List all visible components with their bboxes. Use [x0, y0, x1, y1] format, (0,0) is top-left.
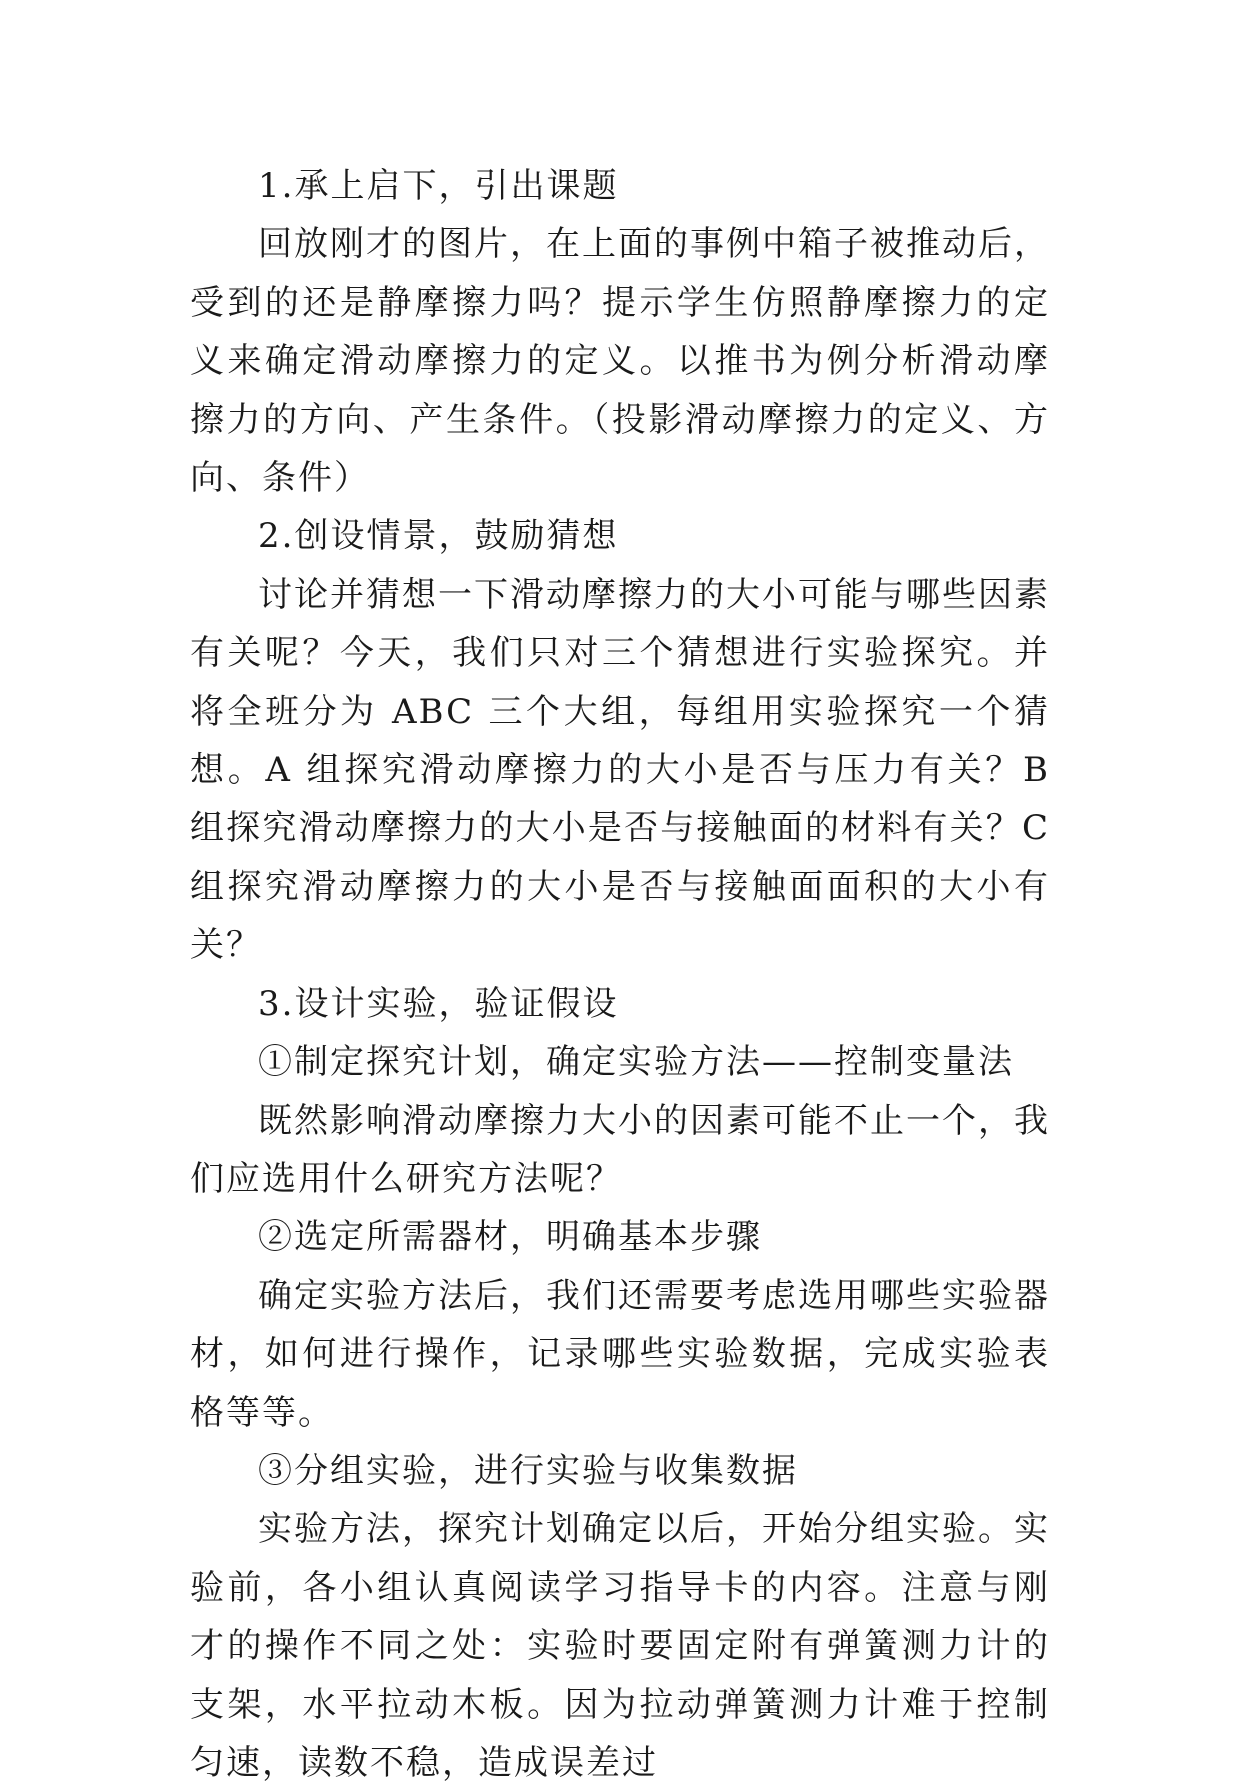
document-body: [190, 157, 1050, 1792]
subheading-3: ③分组实验，进行实验与收集数据: [258, 1450, 798, 1491]
heading-3: 3.设计实验，验证假设: [258, 983, 619, 1024]
paragraph-3: 既然影响滑动摩擦力大小的因素可能不止一个，我们应选用什么研究方法呢？: [190, 1100, 1050, 1199]
paragraph-5: 实验方法，探究计划确定以后，开始分组实验。实验前，各小组认真阅读学习指导卡的内容。注意与刚才的操作不同之处：实验时要固定附有弹簧测力计的支架，水平拉动木板。因为拉动弹簧测力计难于控制匀速，读数不稳，造成误差过: [190, 1509, 1050, 1783]
paragraph-4: 确定实验方法后，我们还需要考虑选用哪些实验器材，如何进行操作，记录哪些实验数据，完成实验表格等等。: [190, 1275, 1050, 1433]
subheading-1: ①制定探究计划，确定实验方法——控制变量法: [258, 1042, 1014, 1083]
subheading-2: ②选定所需器材，明确基本步骤: [258, 1217, 762, 1258]
heading-2: 2.创设情景，鼓励猜想: [258, 516, 619, 557]
heading-1: 1.承上启下，引出课题: [258, 166, 619, 206]
paragraph-2: 讨论并猜想一下滑动摩擦力的大小可能与哪些因素有关呢？今天，我们只对三个猜想进行实验探究。并将全班分为 ABC 三个大组，每组用实验探究一个猜想。A 组探究滑动摩擦力的大小是否与压力有关？B 组探究滑动摩擦力的大小是否与接触面的材料有关？C 组探究滑动摩擦力的大小是否与接触面面积的大小有关？: [190, 574, 1050, 966]
paragraph-1: 回放刚才的图片，在上面的事例中箱子被推动后，受到的还是静摩擦力吗？提示学生仿照静摩擦力的定义来确定滑动摩擦力的定义。以推书为例分析滑动摩擦力的方向、产生条件。（投影滑动摩擦力的定义、方向、条件）: [190, 224, 1050, 499]
